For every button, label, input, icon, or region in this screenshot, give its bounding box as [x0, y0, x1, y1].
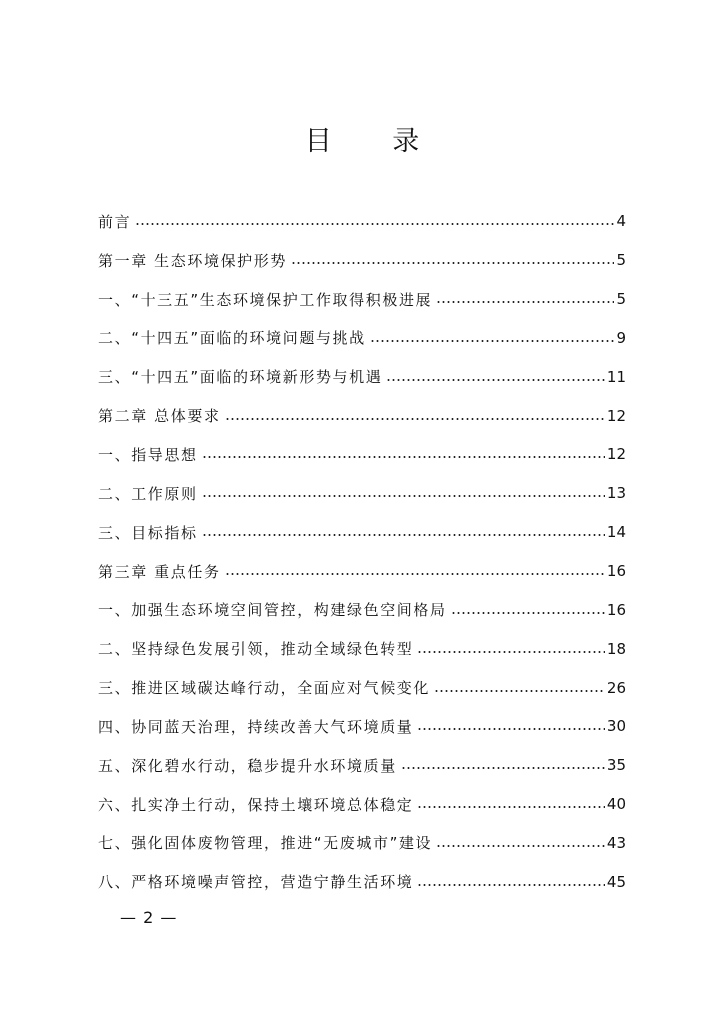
- toc-dot-leader: [417, 728, 605, 730]
- toc-entry-page: 4: [616, 212, 626, 231]
- toc-entry: [98, 319, 626, 358]
- toc-entry-page: 43: [606, 833, 626, 852]
- toc-entry-label: 二、“十四五”面临的环境问题与挑战: [98, 329, 366, 348]
- toc-entry: [98, 629, 626, 668]
- toc-dot-leader: [417, 651, 605, 653]
- toc-entry: [98, 241, 626, 280]
- toc-dot-leader: [202, 495, 605, 497]
- toc-entry: [98, 785, 626, 824]
- toc-dot-leader: [202, 534, 605, 536]
- toc-entry-page: 14: [606, 523, 626, 542]
- toc-entry-label: 三、“十四五”面临的环境新形势与机遇: [98, 368, 383, 387]
- toc-entry-label: 第一章 生态环境保护形势: [98, 251, 287, 270]
- toc-entry: [98, 668, 626, 707]
- toc-entry: [98, 552, 626, 591]
- toc-entry-page: 5: [616, 251, 626, 270]
- toc-entry-label: 一、加强生态环境空间管控，构建绿色空间格局: [98, 601, 447, 620]
- toc-entry: [98, 707, 626, 746]
- toc-dot-leader: [225, 573, 605, 575]
- toc-entry-label: 七、强化固体废物管理，推进“无废城市”建设: [98, 834, 433, 853]
- toc-entry-page: 16: [606, 562, 626, 581]
- toc-entry-page: 30: [606, 717, 626, 736]
- toc-entry-label: 八、严格环境噪声管控，营造宁静生活环境: [98, 873, 414, 892]
- toc-entry: [98, 357, 626, 396]
- toc-entry-label: 第三章 重点任务: [98, 562, 221, 581]
- toc-dot-leader: [436, 845, 605, 847]
- toc-entry-page: 13: [606, 484, 626, 503]
- toc-entry-page: 12: [606, 445, 626, 464]
- toc-entry-page: 5: [616, 290, 626, 309]
- toc-dot-leader: [202, 456, 605, 458]
- toc-dot-leader: [436, 301, 614, 303]
- toc-entry: [98, 746, 626, 785]
- toc-entry-page: 40: [606, 795, 626, 814]
- toc-entry-page: 9: [616, 328, 626, 347]
- toc-entry-page: 11: [606, 367, 626, 386]
- page-number: — 2 —: [120, 908, 178, 927]
- toc-entry: [98, 862, 626, 901]
- toc-dot-leader: [417, 806, 605, 808]
- toc-dot-leader: [451, 612, 605, 614]
- toc-dot-leader: [386, 379, 605, 381]
- toc-entry: [98, 202, 626, 241]
- toc-entry-page: 12: [606, 406, 626, 425]
- toc-entry-page: 18: [606, 639, 626, 658]
- toc-dot-leader: [417, 884, 605, 886]
- toc-entry-label: 五、深化碧水行动，稳步提升水环境质量: [98, 756, 397, 775]
- toc-entry-label: 前言: [98, 212, 132, 231]
- toc-dot-leader: [225, 418, 605, 420]
- toc-entry: [98, 435, 626, 474]
- toc-dot-leader: [401, 767, 605, 769]
- toc-dot-leader: [370, 340, 615, 342]
- toc-entry-label: 二、坚持绿色发展引领，推动全域绿色转型: [98, 640, 414, 659]
- toc-entry-label: 一、指导思想: [98, 445, 198, 464]
- toc-entry-label: 四、协同蓝天治理，持续改善大气环境质量: [98, 717, 414, 736]
- toc-entry-page: 26: [606, 678, 626, 697]
- toc-dot-leader: [291, 262, 614, 264]
- table-of-contents: [98, 202, 626, 901]
- toc-entry-page: 45: [606, 872, 626, 891]
- toc-entry: [98, 474, 626, 513]
- page-title: 目 录: [304, 126, 446, 157]
- toc-dot-leader: [434, 690, 605, 692]
- toc-entry: [98, 590, 626, 629]
- toc-entry: [98, 396, 626, 435]
- toc-entry-label: 六、扎实净土行动，保持土壤环境总体稳定: [98, 795, 414, 814]
- toc-entry: [98, 513, 626, 552]
- toc-entry: [98, 824, 626, 863]
- toc-entry-page: 16: [606, 600, 626, 619]
- toc-entry-label: 一、“十三五”生态环境保护工作取得积极进展: [98, 290, 433, 309]
- toc-entry-label: 三、推进区域碳达峰行动，全面应对气候变化: [98, 679, 431, 698]
- toc-dot-leader: [135, 223, 614, 225]
- toc-entry-label: 三、目标指标: [98, 523, 198, 542]
- toc-entry: [98, 280, 626, 319]
- toc-entry-label: 二、工作原则: [98, 484, 198, 503]
- toc-entry-label: 第二章 总体要求: [98, 407, 221, 426]
- toc-entry-page: 35: [606, 756, 626, 775]
